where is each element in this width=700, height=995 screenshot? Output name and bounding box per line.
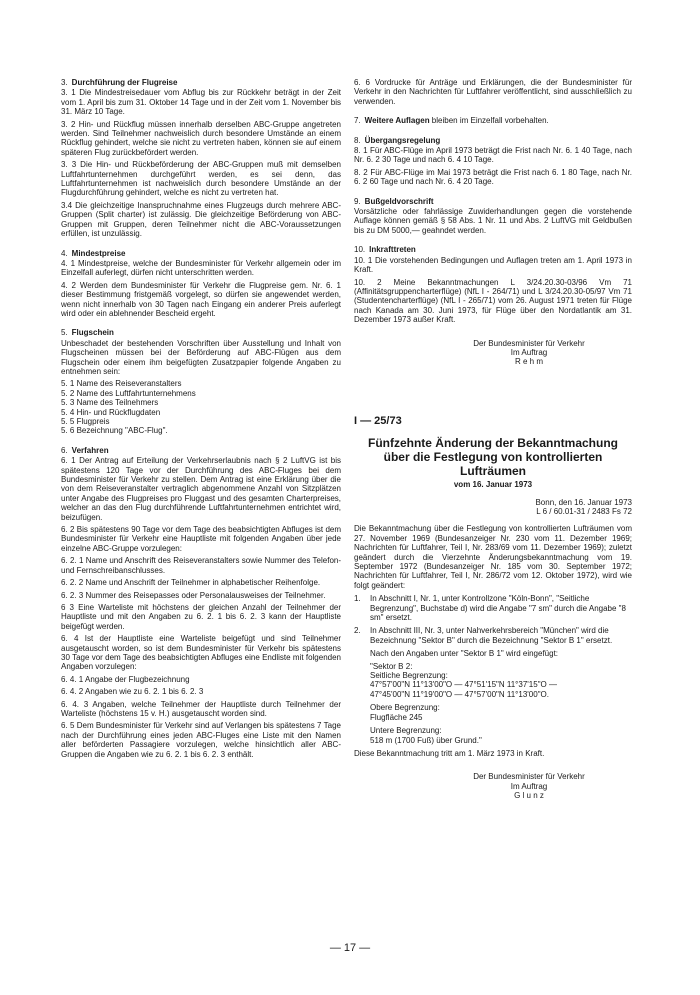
paragraph: Unbeschadet der bestehenden Vorschriften über Ausstellung und Inhalt von Flugscheinen müssen bei der Beförderung auf ABC-Flügen aus dem Flugschein oder einem ihm beigefügten Zusatzpapier folgende Angaben zu entnehmen sein: — [61, 338, 341, 376]
section-heading: 5. Flugschein — [61, 328, 114, 338]
right-column — [354, 72, 632, 801]
paragraph: 3.4 Die gleichzeitige Inanspruchnahme eines Flugzeugs durch mehrere ABC-Gruppen (Split charter) ist zulässig. Die gleichzeitige Beförderung von ABC-Gruppen mit Gruppen, deren Teilnehmer nicht die ABC-Voraussetzungen erfüllen, ist unzulässig. — [61, 200, 341, 239]
paragraph: 6. 1 Der Antrag auf Erteilung der Verkehrserlaubnis nach § 2 LuftVG ist bis spätestens 120 Tage vor der Durchführung des ABC-Fluges bei dem Bundesminister für Verkehr zu stellen. Dem Antrag ist eine Erklärung über die von dem Reiseveranstalter vertraglich abgenommene Anzahl von Sitzplätzen unter Angabe des Flugpreises pro Fluggast und des gesamten Charterpreises, welcher an das den Flug durchführende Luftfahrtunternehmen entrichtet wird, beizufügen. — [61, 456, 341, 522]
list-item: 5. 5 Flugpreis — [61, 417, 110, 426]
paragraph: 8. 1 Für ABC-Flüge im April 1973 beträgt die Frist nach Nr. 6. 1 40 Tage, nach Nr. 6. 2 30 Tage und nach 6. 4 10 Tage. — [354, 146, 632, 165]
page-number: — 17 — — [329, 942, 371, 954]
section-heading: 8. Übergangsregelung — [354, 135, 441, 145]
section-heading: 7. Weitere Auflagen bleiben im Einzelfall vorbehalten. — [354, 116, 549, 126]
list-item: 5. 6 Bezeichnung "ABC-Flug". — [61, 426, 168, 436]
paragraph: 10. 1 Die vorstehenden Bedingungen und Auflagen treten am 1. April 1973 in Kraft. — [354, 255, 632, 275]
paragraph: 6. 2. 3 Nummer des Reisepasses oder Personalausweises der Teilnehmer. — [61, 590, 326, 600]
list-item: 5. 4 Hin- und Rückflugdaten — [61, 407, 161, 417]
signature-name: R e h m — [514, 357, 543, 367]
paragraph: 3. 1 Die Mindestreisedauer vom Abflug bis zur Rückkehr beträgt in der Zeit vom 1. April bis zum 31. Oktober 14 Tage und in der Zeit vom 1. November bis 31. März 10 Tage. — [61, 88, 341, 117]
paragraph: 6. 2. 2 Name und Anschrift der Teilnehmer in alphabetischer Reihenfolge. — [61, 578, 321, 588]
list-item: 5. 1 Name des Reiseveranstalters — [61, 379, 182, 389]
signature-order: Im Auftrag — [510, 781, 548, 791]
reference-number: L 6 / 60.01-31 / 2483 Fs 72 — [536, 506, 632, 516]
paragraph: 6. 2 Bis spätestens 90 Tage vor dem Tage des beabsichtigten Abfluges ist dem Bundesminister für Verkehr eine Hauptliste mit folgenden Angaben über jede einzelne ABC-Gruppe vorzulegen: — [61, 525, 341, 553]
paragraph: 6 3 Eine Warteliste mit höchstens der gleichen Anzahl der Teilnehmer der Hauptliste und mit den Angaben zu 6. 2. 1 bis 6. 2. 3 kann der Hauptliste beigefügt werden. — [61, 602, 341, 631]
paragraph: 6. 2. 1 Name und Anschrift des Reiseveranstalters sowie Nummer des Telefon- und Fernschreibanschlusses. — [61, 556, 341, 575]
signature-block — [444, 339, 614, 367]
paragraph: Vorsätzliche oder fahrlässige Zuwiderhandlungen gegen die vorstehende Auflage können gemäß § 58 Abs. 1 Nr. 11 und Abs. 2 LuftVG mit Geldbußen bis zu DM 5000,— geahndet werden. — [354, 207, 632, 235]
paragraph: 3. 2 Hin- und Rückflug müssen innerhalb derselben ABC-Gruppe angetreten werden. Sind Teilnehmer nachweislich durch besondere Umstände an einem Rückflug gehindert, welche sie nicht zu vertreten haben, können sie auf einem späteren Flug zurückbefördert werden. — [61, 119, 341, 157]
list-item: 2. In Abschnitt III, Nr. 3, unter Nahverkehrsbereich "München" wird die Bezeichnung "Sektor B" durch die Bezeichnung "Sektor B 1" ersetzt. — [354, 626, 613, 645]
document-number: I — 25/73 — [354, 414, 402, 427]
amendment-detail: Nach den Angaben unter "Sektor B 1" wird eingefügt: "Sektor B 2: Seitliche Begrenzung: 47°57'00"N 11°13'00"O — 47°51'15"N 11°37'15"O — 47°45'00"N 11°19'00"O — 47°57'00"N 11°13'00"O. Obere Begrenzung: Flugfläche 245 Untere Begrenzung: 518 m (1700 Fuß) über Grund." — [370, 649, 559, 745]
left-column — [61, 72, 341, 762]
paragraph: 4. 1 Mindestpreise, welche der Bundesminister für Verkehr allgemein oder im Einzelfall auferlegt, dürfen nicht unterschritten werden. — [61, 258, 341, 278]
signature-block — [444, 772, 614, 800]
section-heading: 10. Inkrafttreten — [354, 245, 416, 255]
section-heading: 9. Bußgeldvorschrift — [354, 196, 434, 206]
paragraph: 6. 4. 1 Angabe der Flugbezeichnung — [61, 674, 190, 684]
list-item: 1. In Abschnitt I, Nr. 1, unter Kontrollzone "Köln-Bonn", "Seitliche Begrenzung", Buchstabe d) wird die Angabe "7 sm" durch die Angabe "8 sm" ersetzt. — [354, 594, 626, 623]
place-date: Bonn, den 16. Januar 1973 — [535, 497, 632, 507]
signature-name: G l u n z — [514, 791, 544, 801]
paragraph: 6. 4. 2 Angaben wie zu 6. 2. 1 bis 6. 2. 3 — [61, 687, 204, 697]
paragraph: 6. 5 Dem Bundesminister für Verkehr sind auf Verlangen bis spätestens 7 Tage nach der Durchführung eines jeden ABC-Fluges eine Liste mit den Namen aller beförderten Passagiere vorzulegen, welche hinsichtlich aller ABC-Gruppen die Angaben wie zu 6. 2. 1 bis 6. 2. 3 enthält. — [61, 721, 341, 759]
document-title: Fünfzehnte Änderung der Bekanntmachung über die Festlegung von kontrollierten Lufträumen — [367, 436, 618, 479]
document-date: vom 16. Januar 1973 — [453, 480, 533, 490]
paragraph: 3. 3 Die Hin- und Rückbeförderung der ABC-Gruppen muß mit demselben Luftfahrtunternehmen durchgeführt werden, es sei denn, das Luftfahrtunternehmen ist nachweislich durch besondere Umstände an der Flugdurchführung gehindert, welche es nicht zu vertreten hat. — [61, 160, 341, 198]
list-item: 5. 2 Name des Luftfahrtunternehmens — [61, 388, 196, 398]
paragraph: 4. 2 Werden dem Bundesminister für Verkehr die Flugpreise gem. Nr. 6. 1 dieser Bestimmung fristgemäß vorgelegt, so dürfen sie angewendet werden, wenn nicht innerhalb von 30 Tagen nach Eingang ein anderer Preis auferlegt wird oder ein ablehnender Bescheid ergeht. — [61, 280, 341, 318]
paragraph: 6. 6 Vordrucke für Anträge und Erklärungen, die der Bundesminister für Verkehr in den Nachrichten für Luftfahrer veröffentlicht, sind ausschließlich zu verwenden. — [354, 78, 632, 106]
section-heading: 4. Mindestpreise — [61, 248, 126, 258]
paragraph: 8. 2 Für ABC-Flüge im Mai 1973 beträgt die Frist nach 6. 1 80 Tage, nach Nr. 6. 2 60 Tage und nach Nr. 6. 4 20 Tage. — [354, 167, 632, 187]
paragraph: 6. 4 Ist der Hauptliste eine Warteliste beigefügt und sind Teilnehmer ausgetauscht worden, so ist dem Bundesminister für Verkehr bis spätestens 30 Tage vor dem Tage des beabsichtigten Abfluges eine Endliste mit folgenden Angaben vorzulegen: — [61, 634, 341, 672]
signature-order: Im Auftrag — [510, 347, 548, 357]
section-heading: 6. Verfahren — [61, 445, 109, 455]
paragraph: 10. 2 Meine Bekanntmachungen L 3/24.20.30-03/96 Vm 71 (Affinitätsgruppencharterflüge) (NfL I - 264/71) und L 3/24.20.30-05/97 Vm 71 (Studentencharterflüge) (NfL I - 265/71) vom 26. August 1971 treten für Flüge nach Kanada am 30. Juni 1973, für Flüge über den Nordatlantik am 31. Dezember 1973 außer Kraft. — [354, 277, 632, 325]
paragraph: 6. 4. 3 Angaben, welche Teilnehmer der Hauptliste durch Teilnehmer der Warteliste (höchstens 15 v. H.) ausgetauscht worden sind. — [61, 699, 341, 718]
list-item: 5. 3 Name des Teilnehmers — [61, 398, 159, 408]
paragraph: Die Bekanntmachung über die Festlegung von kontrollierten Lufträumen vom 27. November 1969 (Bundesanzeiger Nr. 230 vom 11. Dezember 1969; Nachrichten für Luftfahrer, Teil I, Nr. 283/69 vom 11. Dezember 1969); zuletzt geändert durch die Vierzehnte Änderungsbekanntmachung vom 19. September 1972 (Bundesanzeiger Nr. 185 vom 30. September 1972; Nachrichten für Luftfahrer, Teil I, Nr. 286/72 vom 12. Oktober 1972), wird wie folgt geändert: — [354, 524, 632, 590]
signature-authority: Der Bundesminister für Verkehr — [473, 772, 585, 782]
paragraph: Diese Bekanntmachung tritt am 1. März 1973 in Kraft. — [354, 748, 545, 758]
signature-authority: Der Bundesminister für Verkehr — [473, 338, 585, 348]
section-heading: 3. Durchführung der Flugreise — [61, 78, 178, 87]
